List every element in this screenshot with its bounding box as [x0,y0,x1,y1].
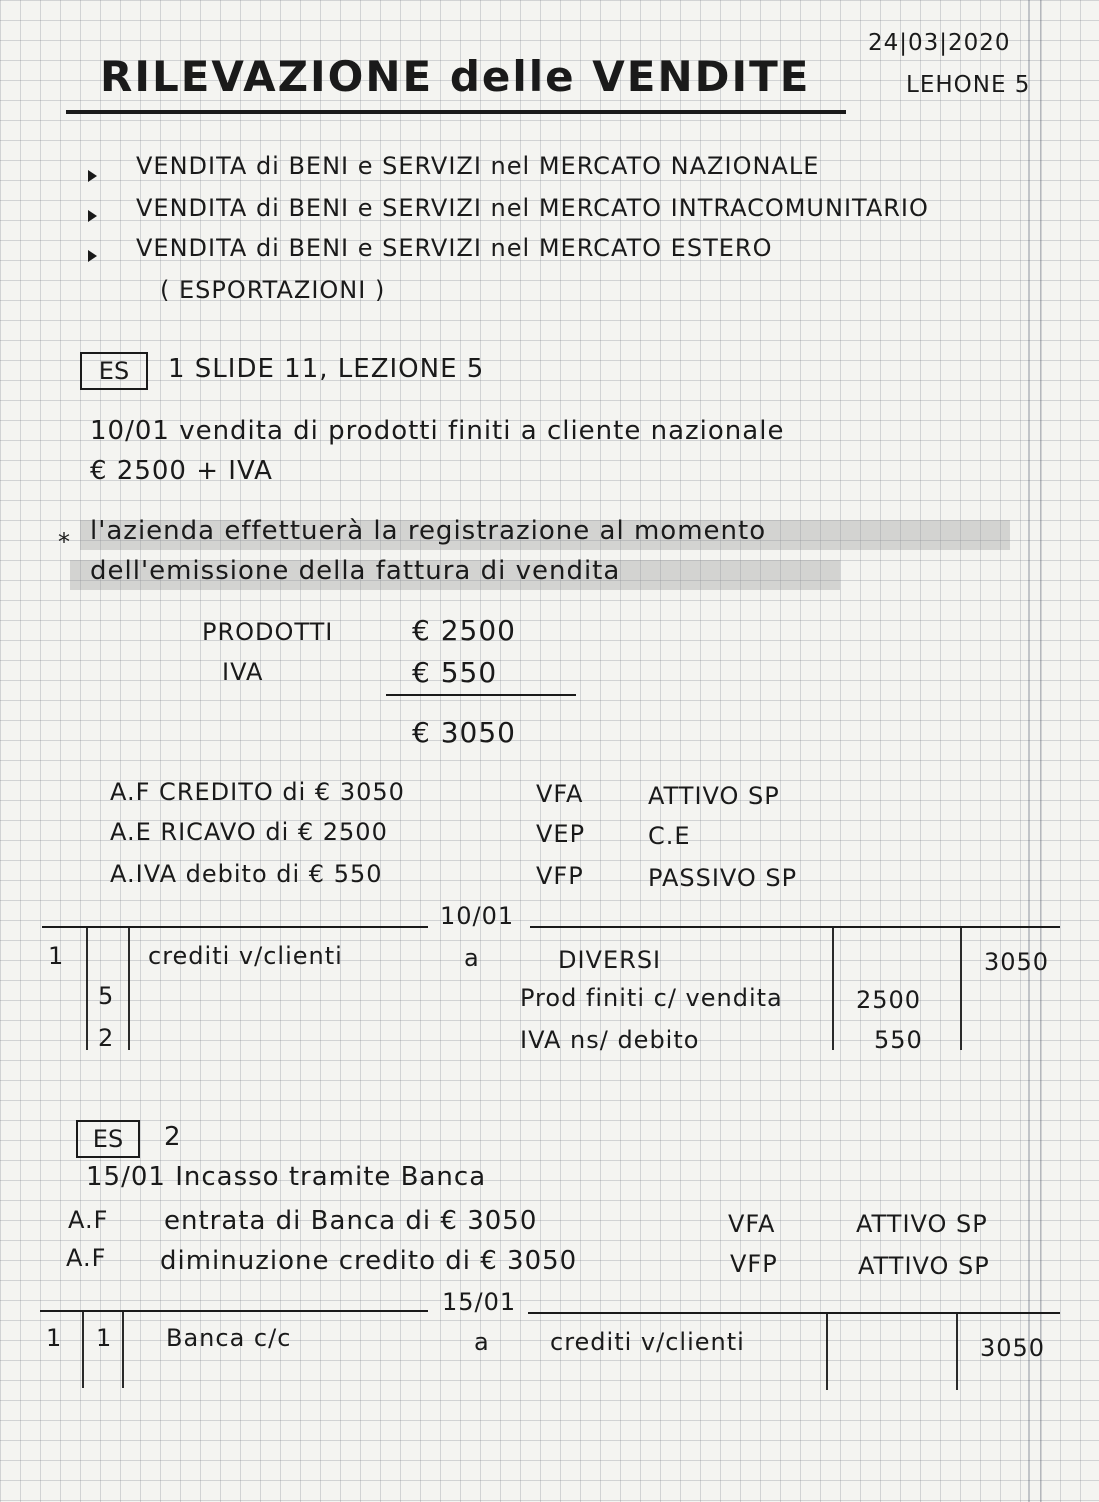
analysis-code: A.F [66,1244,107,1272]
journal-rule [528,1312,1060,1314]
journal-conto: 2 [98,1024,115,1052]
exercise-number: 2 [164,1122,182,1152]
journal-avere: IVA ns/ debito [520,1026,700,1054]
journal-a: a [464,944,480,972]
journal-parz: 550 [874,1026,923,1054]
journal-dare: crediti v/clienti [148,942,343,970]
margin-rule [1040,0,1042,1502]
operation-text: 10/01 vendita di prodotti finiti a cliente nazionale [90,416,785,446]
note-marker: * [58,528,71,556]
calc-sum-line [386,694,576,696]
journal-col-divider [832,928,834,1050]
header-lesson: LEHONE 5 [906,72,1031,98]
journal-date: 10/01 [440,902,515,930]
journal-dare: Banca c/c [166,1324,292,1352]
calc-value: € 550 [412,656,498,689]
header-date: 24|03|2020 [868,30,1011,56]
journal-tot: 3050 [980,1334,1046,1362]
analysis-desc: A.E RICAVO di € 2500 [110,818,388,846]
analysis-var: VEP [536,820,586,848]
journal-rule [40,1310,428,1312]
journal-avere: crediti v/clienti [550,1328,745,1356]
journal-a: a [474,1328,490,1356]
bullet-icon [88,210,97,222]
journal-col-divider [122,1312,124,1388]
bullet-item: VENDITA di BENI e SERVIZI nel MERCATO INTRACOMUNITARIO [136,194,929,222]
note-text: l'azienda effettuerà la registrazione al momento [90,516,767,546]
journal-conto: 5 [98,982,115,1010]
journal-col-divider [826,1314,828,1390]
calc-total: € 3050 [412,716,516,749]
note-text: dell'emissione della fattura di vendita [90,556,621,586]
exercise-heading: 1 SLIDE 11, LEZIONE 5 [168,354,485,384]
analysis-class: ATTIVO SP [856,1210,988,1238]
journal-col-divider [128,928,130,1050]
journal-tot: 3050 [984,948,1050,976]
analysis-var: VFA [728,1210,776,1238]
analysis-class: C.E [648,822,691,850]
page-title: RILEVAZIONE delle VENDITE [100,52,811,101]
calc-value: € 2500 [412,614,516,647]
bullet-item: VENDITA di BENI e SERVIZI nel MERCATO NAZIONALE [136,152,820,180]
bullet-item-continuation: ( ESPORTAZIONI ) [160,276,386,304]
exercise-box: ES [80,352,148,390]
journal-col-divider [960,928,962,1050]
journal-rule [530,926,1060,928]
analysis-var: VFA [536,780,584,808]
analysis-code: A.F [68,1206,109,1234]
journal-conto: 1 [96,1324,113,1352]
analysis-desc: diminuzione credito di € 3050 [160,1246,578,1276]
operation-text: 15/01 Incasso tramite Banca [86,1162,487,1192]
bullet-item: VENDITA di BENI e SERVIZI nel MERCATO ESTERO [136,234,773,262]
journal-col-divider [82,1312,84,1388]
analysis-class: PASSIVO SP [648,864,798,892]
journal-col-divider [956,1314,958,1390]
journal-col-divider [86,928,88,1050]
journal-rule [42,926,428,928]
bullet-icon [88,170,97,182]
journal-art: 1 [48,942,65,970]
journal-parz: 2500 [856,986,922,1014]
journal-date: 15/01 [442,1288,517,1316]
bullet-icon [88,250,97,262]
analysis-desc: entrata di Banca di € 3050 [164,1206,538,1236]
operation-amount: € 2500 + IVA [90,456,273,486]
analysis-var: VFP [536,862,584,890]
analysis-class: ATTIVO SP [858,1252,990,1280]
journal-avere: DIVERSI [558,946,662,974]
exercise-box: ES [76,1120,140,1158]
calc-label: IVA [222,658,264,686]
analysis-desc: A.F CREDITO di € 3050 [110,778,405,806]
analysis-var: VFP [730,1250,778,1278]
title-underline [66,110,846,114]
analysis-desc: A.IVA debito di € 550 [110,860,383,888]
calc-label: PRODOTTI [202,618,334,646]
margin-rule [1028,0,1030,1502]
analysis-class: ATTIVO SP [648,782,780,810]
journal-avere: Prod finiti c/ vendita [520,984,783,1012]
journal-art: 1 [46,1324,63,1352]
